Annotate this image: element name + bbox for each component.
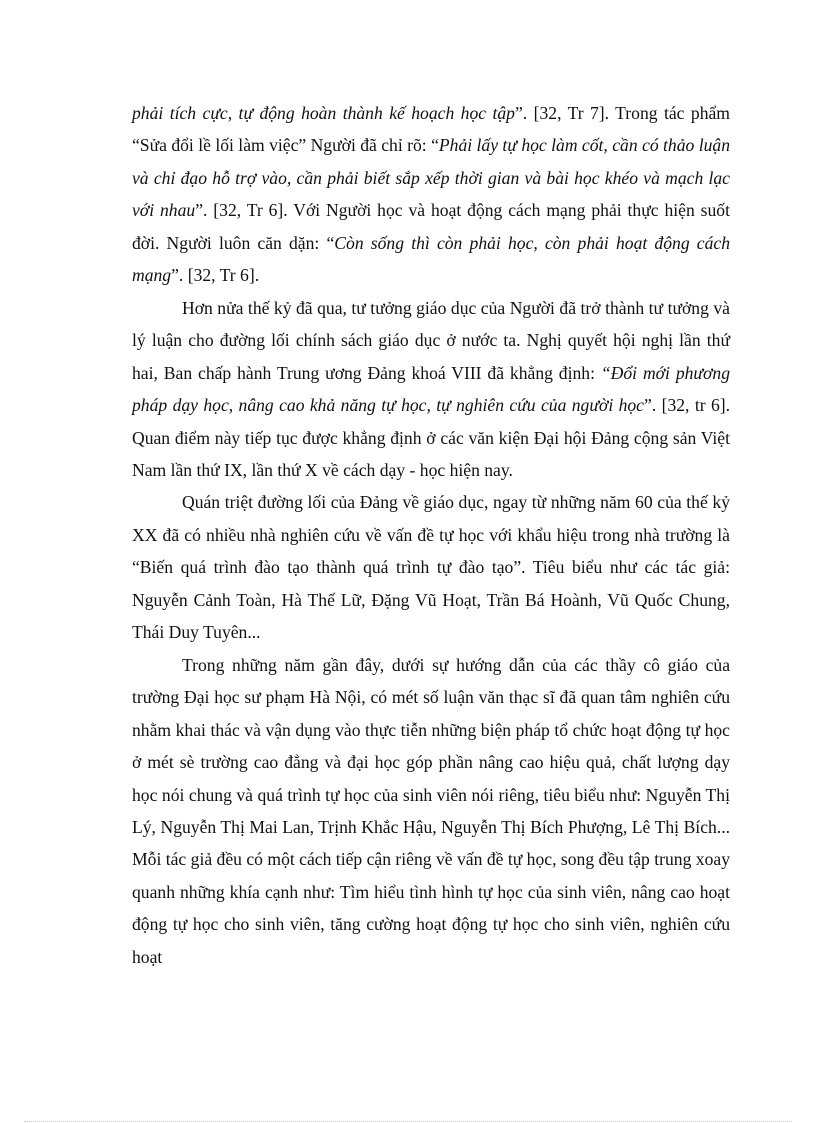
italic-quote: phải tích cực, tự động hoàn thành kế hoạch học tập (132, 103, 515, 123)
text-run: Quán triệt đường lối của Đảng về giáo dục, ngay từ những năm 60 của thế kỷ XX đã có nhiều nhà nghiên cứu về vấn đề tự học với khẩu hiệu trong nhà trường là “Biến quá trình đào tạo thành quá trình tự đào tạo”. Tiêu biểu như các tác giả: Nguyễn Cảnh Toàn, Hà Thế Lữ, Đặng Vũ Hoạt, Trần Bá Hoành, Vũ Quốc Chung, Thái Duy Tuyên... (132, 492, 730, 643)
text-run: ”. [32, Tr 6]. Với Người học và hoạt động cách mạng phải thực hiện suốt đời. Người luôn căn dặn: “ (132, 200, 730, 253)
text-run: Hơn nửa thế kỷ đã qua, tư tưởng giáo dục của Người đã trở thành tư tưởng và lý luận cho đường lối chính sách giáo dục ở nước ta. Nghị quyết hội nghị lần thứ hai, Ban chấp hành Trung ương Đảng khoá VIII đã khẳng định: (132, 297, 730, 383)
text-run: ”. [32, tr 6]. Quan điểm này tiếp tục được khẳng định ở các văn kiện Đại hội Đảng cộng sản Việt Nam lần thứ IX, lần thứ X về cách dạy - học hiện nay. (132, 395, 730, 480)
paragraph-3 (132, 486, 730, 648)
italic-quote: “Đổi mới phương pháp dạy học, nâng cao khả năng tự học, tự nghiên cứu của người học (132, 362, 730, 416)
paragraph-2 (132, 292, 730, 487)
text-run: ”. [32, Tr 6]. (171, 265, 260, 286)
italic-quote: Còn sống thì còn phải học, còn phải hoạt động cách mạng (132, 232, 730, 286)
text-run: Trong những năm gần đây, dưới sự hướng dẫn của các thầy cô giáo của trường Đại học sư phạm Hà Nội, có mét số luận văn thạc sĩ đã quan tâm nghiên cứu nhằm khai thác và vận dụng vào thực tiễn những biện pháp tổ chức hoạt động tự học ở mét sè trường cao đẳng và đại học góp phần nâng cao hiệu quả, chất lượng dạy học nói chung và quá trình tự học của sinh viên nói riêng, tiêu biểu như: Nguyễn Thị Lý, Nguyễn Thị Mai Lan, Trịnh Khắc Hậu, Nguyễn Thị Bích Phượng, Lê Thị Bích... Mỗi tác giả đều có một cách tiếp cận riêng về vấn đề tự học, song đều tập trung xoay quanh những khía cạnh như: Tìm hiểu tình hình tự học của sinh viên, nâng cao hoạt động tự học cho sinh viên, tăng cường hoạt động tự học cho sinh viên, nghiên cứu hoạt (132, 654, 730, 967)
body-text (132, 97, 730, 973)
text-run: ”. [32, Tr 7]. Trong tác phẩm “Sửa đổi lề lối làm việc” Người đã chỉ rõ: “ (132, 103, 730, 156)
page-bottom-divider (24, 1121, 792, 1122)
paragraph-1 (132, 97, 730, 292)
italic-quote: Phải lấy tự học làm cốt, cần có thảo luận và chỉ đạo hỗ trợ vào, cần phải biết sắp xếp thời gian và bài học khéo và mạch lạc với nhau (132, 135, 730, 221)
paragraph-4 (132, 649, 730, 974)
